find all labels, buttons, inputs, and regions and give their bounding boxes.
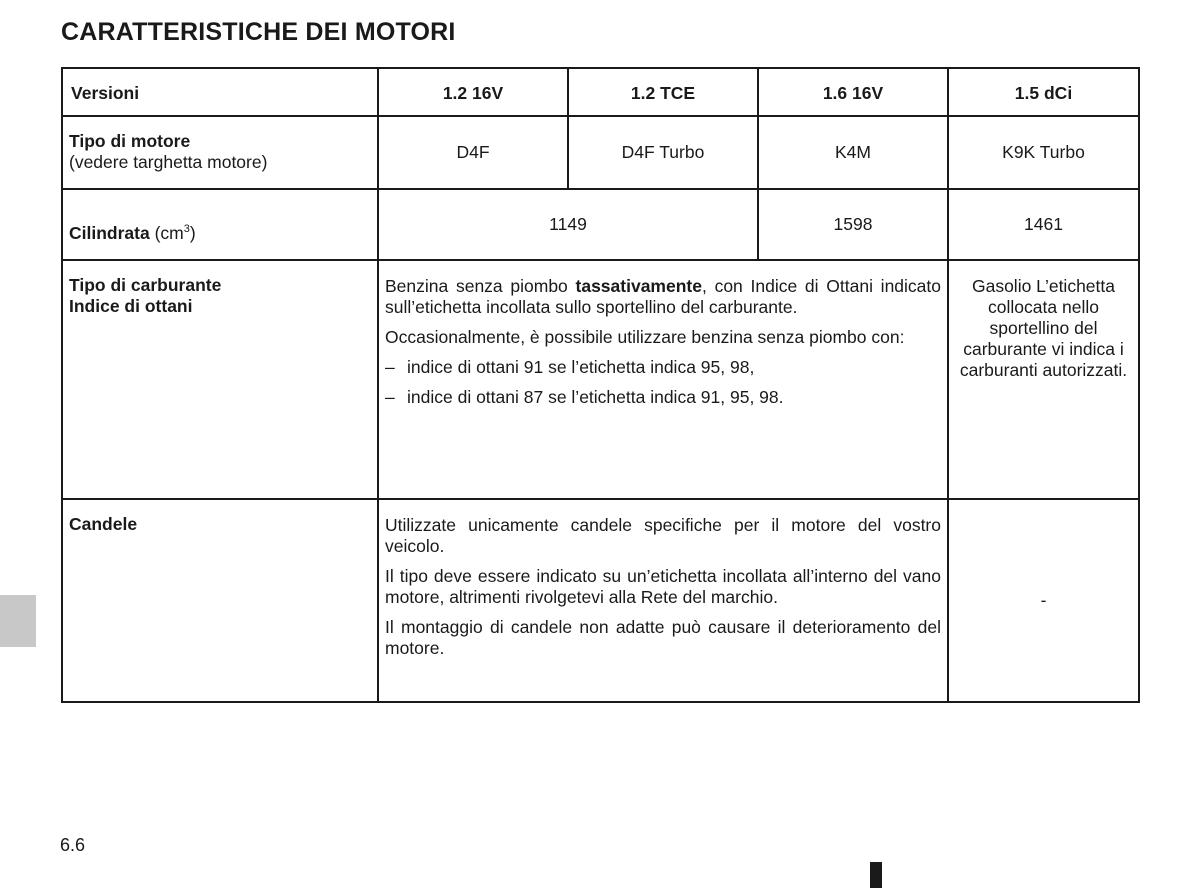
header-version-1: 1.2 16V xyxy=(378,68,568,116)
octane-label: Indice di ottani xyxy=(69,296,193,316)
displacement-label: Cilindrata xyxy=(69,222,150,243)
engine-type-value-3: K4M xyxy=(758,116,948,189)
fuel-petrol-cell xyxy=(378,260,948,499)
table-row-spark-plugs xyxy=(62,499,1139,702)
table-row-engine-type xyxy=(62,116,1139,189)
engine-type-value-2: D4F Turbo xyxy=(568,116,758,189)
row-label-engine-type xyxy=(62,116,378,189)
header-version-2: 1.2 TCE xyxy=(568,68,758,116)
displacement-value-16: 1598 xyxy=(758,189,948,260)
displacement-value-12: 1149 xyxy=(378,189,758,260)
table-row-fuel xyxy=(62,260,1139,499)
spark-plugs-para-2: Il tipo deve essere indicato su un’etichetta incollata all’interno del vano motore, altrimenti rivolgetevi alla Rete del marchio. xyxy=(385,566,941,607)
table-row-displacement xyxy=(62,189,1139,260)
fuel-diesel-cell: Gasolio L’etichetta collocata nello sportellino del carburante vi indica i carburanti autorizzati. xyxy=(948,260,1139,499)
page-edge-marker xyxy=(870,862,882,888)
page-number: 6.6 xyxy=(60,835,86,855)
displacement-unit-sup: 3 xyxy=(183,223,190,236)
fuel-occasional-text: Occasionalmente, è possibile utilizzare benzina senza piombo con: xyxy=(385,327,905,347)
fuel-petrol-text: Benzina senza piombo tassativamente, con Indice di Ottani indicato sull’etichetta incollata sullo sportellino del carburante. xyxy=(385,276,942,317)
list-item: – indice di ottani 87 se l’etichetta indica 91, 95, 98. xyxy=(385,387,784,407)
row-label-displacement xyxy=(62,189,378,260)
row-label-fuel xyxy=(62,260,378,499)
engine-type-value-1: D4F xyxy=(378,116,568,189)
spark-plugs-diesel-value: - xyxy=(948,499,1139,702)
list-item: – indice di ottani 91 se l’etichetta indica 95, 98, xyxy=(385,357,755,377)
displacement-unit-close: ) xyxy=(189,222,196,243)
spark-plugs-para-3: Il montaggio di candele non adatte può causare il deterioramento del motore. xyxy=(385,617,941,658)
displacement-unit-open: (cm xyxy=(149,222,184,243)
fuel-type-label: Tipo di carburante xyxy=(69,275,222,295)
section-tab-marker xyxy=(0,595,36,647)
engine-type-label: Tipo di motore xyxy=(69,131,191,151)
header-label-versions: Versioni xyxy=(62,68,378,116)
spark-plugs-label: Candele xyxy=(69,514,138,534)
spark-plugs-para-1: Utilizzate unicamente candele specifiche per il motore del vostro veicolo. xyxy=(385,515,941,556)
engine-type-value-4: K9K Turbo xyxy=(948,116,1139,189)
row-label-spark-plugs xyxy=(62,499,378,702)
engine-type-sublabel: (vedere targhetta motore) xyxy=(69,152,268,172)
page-title: CARATTERISTICHE DEI MOTORI xyxy=(61,18,456,46)
displacement-value-15: 1461 xyxy=(948,189,1139,260)
table-row-versions xyxy=(62,68,1139,116)
engine-specs-table xyxy=(61,67,1140,703)
header-version-4: 1.5 dCi xyxy=(948,68,1139,116)
header-version-3: 1.6 16V xyxy=(758,68,948,116)
spark-plugs-petrol-cell xyxy=(378,499,948,702)
